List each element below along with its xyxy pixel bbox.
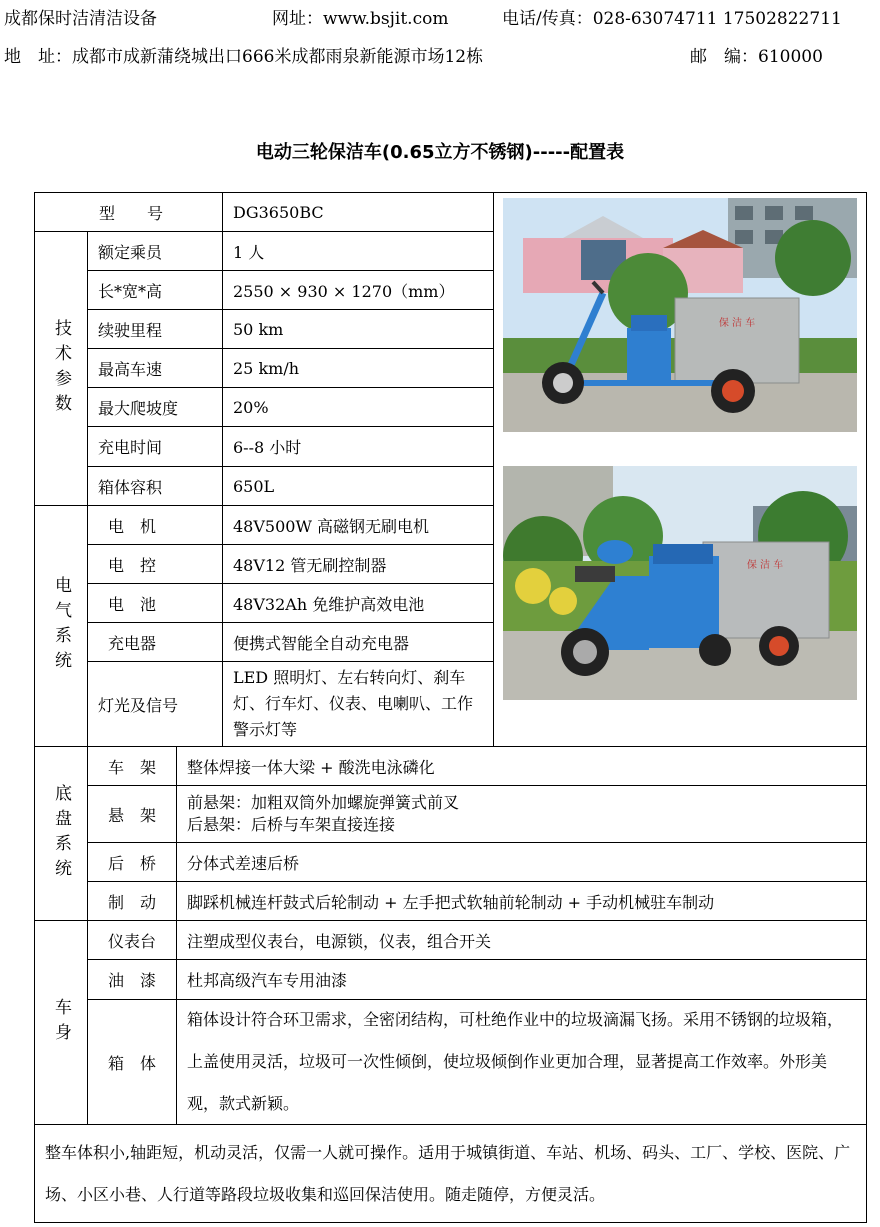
electric-value-3: 便携式智能全自动充电器 (222, 622, 494, 662)
chassis-label-0: 车 架 (87, 746, 177, 786)
electric-label-2: 电 池 (87, 583, 223, 623)
photo2-sign-text: 保 洁 车 (746, 560, 784, 571)
photo1-sign-text: 保 洁 车 (718, 318, 756, 329)
chassis-label-1: 悬 架 (87, 785, 177, 843)
tech-value-2: 50 km (222, 309, 494, 349)
product-photo-1 (503, 198, 857, 432)
chassis-value-2: 分体式差速后桥 (176, 842, 867, 882)
phone: 电话/传真：028-63074711 17502822711 (502, 9, 842, 29)
tech-label-5: 充电时间 (87, 426, 223, 467)
chassis-label-3: 制 动 (87, 881, 177, 921)
electric-value-0: 48V500W 高磁钢无刷电机 (222, 505, 494, 545)
electric-label-3: 充电器 (87, 622, 223, 662)
body-value-1: 杜邦高级汽车专用油漆 (176, 959, 867, 1000)
electric-label-0: 电 机 (87, 505, 223, 545)
rear-suspension-text: 后悬架：后桥与车架直接连接 (187, 815, 396, 834)
chassis-category: 底盘系统 (34, 746, 88, 921)
model-label: 型 号 (34, 192, 223, 232)
electric-value-2: 48V32Ah 免维护高效电池 (222, 583, 494, 623)
tech-category: 技术参数 (34, 231, 88, 506)
electric-value-1: 48V12 管无刷控制器 (222, 544, 494, 584)
body-label-0: 仪表台 (87, 920, 177, 960)
model-value: DG3650BC (222, 192, 494, 232)
electric-value-4: LED 照明灯、左右转向灯、刹车灯、行车灯、仪表、电喇叭、工作警示灯等 (222, 661, 494, 747)
electric-label-1: 电 控 (87, 544, 223, 584)
electric-category: 电气系统 (34, 505, 88, 747)
chassis-value-1 (176, 785, 867, 843)
page-title: 电动三轮保洁车(0.65立方不锈钢)-----配置表 (255, 142, 625, 163)
chassis-label-2: 后 桥 (87, 842, 177, 882)
product-photo-2 (503, 466, 857, 700)
front-suspension-text: 前悬架：加粗双筒外加螺旋弹簧式前叉 (187, 793, 460, 812)
header-line-2 (4, 42, 876, 66)
tech-value-3: 25 km/h (222, 348, 494, 388)
tech-label-4: 最大爬坡度 (87, 387, 223, 427)
website: 网址：www.bsjit.com (272, 9, 449, 29)
electric-label-4: 灯光及信号 (87, 661, 223, 747)
summary: 整车体积小,轴距短，机动灵活，仅需一人就可操作。适用于城镇街道、车站、机场、码头、工厂、学校、医院、广场、小区小巷、人行道等路段垃圾收集和巡回保洁使用。随走随停，方便灵活。 (34, 1124, 867, 1223)
body-label-2: 箱 体 (87, 999, 177, 1125)
body-value-2: 箱体设计符合环卫需求，全密闭结构，可杜绝作业中的垃圾滴漏飞扬。采用不锈钢的垃圾箱，上盖使用灵活，垃圾可一次性倾倒，使垃圾倾倒作业更加合理，显著提高工作效率。外形美观，款式新颖。 (176, 999, 867, 1125)
body-value-0: 注塑成型仪表台，电源锁，仪表，组合开关 (176, 920, 867, 960)
address: 地 址：成都市成新蒲绕城出口666米成都雨泉新能源市场12栋 (4, 47, 484, 67)
company-name: 成都保时洁清洁设备 (4, 9, 157, 29)
tech-label-2: 续驶里程 (87, 309, 223, 349)
header-line-1 (4, 4, 876, 28)
tech-value-6: 650L (222, 466, 494, 506)
tech-label-3: 最高车速 (87, 348, 223, 388)
postcode: 邮 编：610000 (690, 47, 823, 67)
chassis-value-3: 脚踩机械连杆鼓式后轮制动 + 左手把式软轴前轮制动 + 手动机械驻车制动 (176, 881, 867, 921)
tricycle-illustration-2 (503, 466, 857, 700)
tech-value-0: 1 人 (222, 231, 494, 271)
tricycle-illustration-1 (503, 198, 857, 432)
tech-value-5: 6--8 小时 (222, 426, 494, 467)
tech-label-1: 长*宽*高 (87, 270, 223, 310)
chassis-value-0: 整体焊接一体大梁 + 酸洗电泳磷化 (176, 746, 867, 786)
body-category: 车身 (34, 920, 88, 1125)
tech-value-4: 20% (222, 387, 494, 427)
tech-label-6: 箱体容积 (87, 466, 223, 506)
tech-value-1: 2550 × 930 × 1270（mm） (222, 270, 494, 310)
body-label-1: 油 漆 (87, 959, 177, 1000)
tech-label-0: 额定乘员 (87, 231, 223, 271)
